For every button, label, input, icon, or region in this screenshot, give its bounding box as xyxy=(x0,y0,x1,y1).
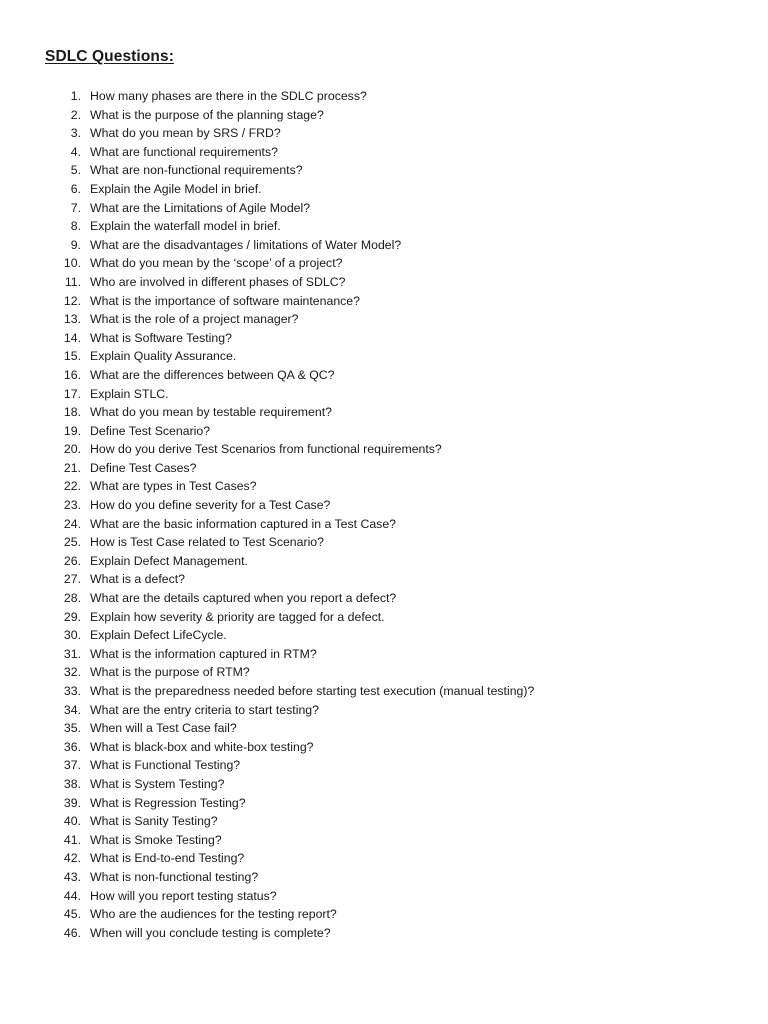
question-item xyxy=(0,496,768,515)
question-text: What is Regression Testing? xyxy=(90,795,246,810)
question-text: Who are the audiences for the testing report? xyxy=(90,907,337,922)
question-item xyxy=(0,589,768,608)
question-item xyxy=(0,533,768,552)
question-item xyxy=(0,106,768,125)
question-text: What is Sanity Testing? xyxy=(90,814,218,829)
question-text: What are types in Test Cases? xyxy=(90,479,257,494)
question-text: When will a Test Case fail? xyxy=(90,721,237,736)
question-item xyxy=(0,756,768,775)
question-text: How will you report testing status? xyxy=(90,888,277,903)
question-item xyxy=(0,292,768,311)
question-number: 2. xyxy=(70,107,81,122)
question-item xyxy=(0,794,768,813)
question-text: What is Smoke Testing? xyxy=(90,832,222,847)
question-number: 35. xyxy=(63,721,81,736)
question-text: What is Software Testing? xyxy=(90,330,232,345)
question-number: 23. xyxy=(63,498,81,513)
question-item xyxy=(0,477,768,496)
question-item xyxy=(0,87,768,106)
question-text: What is the purpose of the planning stage? xyxy=(90,107,324,122)
question-text: How many phases are there in the SDLC process? xyxy=(90,89,367,103)
question-number: 19. xyxy=(63,423,81,438)
question-item xyxy=(0,161,768,180)
question-text: Explain Defect Management. xyxy=(90,553,248,568)
question-text: What is non-functional testing? xyxy=(90,869,259,884)
question-number: 11. xyxy=(64,274,81,289)
question-text: When will you conclude testing is complete? xyxy=(90,925,331,940)
question-text: What are the Limitations of Agile Model? xyxy=(90,200,311,215)
question-text: What are the details captured when you report a defect? xyxy=(90,591,397,606)
question-number: 6. xyxy=(70,181,81,196)
question-item xyxy=(0,570,768,589)
question-text: What is the importance of software maintenance? xyxy=(90,293,360,308)
question-text: What is the role of a project manager? xyxy=(90,312,299,327)
question-number: 9. xyxy=(70,237,81,252)
question-text: Define Test Cases? xyxy=(90,460,197,475)
question-text: What are the disadvantages / limitations of Water Model? xyxy=(90,237,402,252)
question-number: 27. xyxy=(63,572,81,587)
question-item xyxy=(0,385,768,404)
question-number: 18. xyxy=(63,405,81,420)
question-number: 20. xyxy=(63,442,81,457)
question-item xyxy=(0,552,768,571)
question-number: 17. xyxy=(63,386,81,401)
question-item xyxy=(0,124,768,143)
question-item xyxy=(0,645,768,664)
question-text: What do you mean by testable requirement? xyxy=(90,405,332,420)
question-number: 5. xyxy=(70,163,81,178)
question-text: Who are involved in different phases of SDLC? xyxy=(90,274,346,289)
question-item xyxy=(0,440,768,459)
question-item xyxy=(0,719,768,738)
question-item xyxy=(0,329,768,348)
question-number: 10. xyxy=(63,256,81,271)
question-text: What is the purpose of RTM? xyxy=(90,665,250,680)
question-list xyxy=(0,87,768,942)
question-item xyxy=(0,254,768,273)
question-item xyxy=(0,868,768,887)
question-number: 46. xyxy=(63,925,81,940)
question-item xyxy=(0,422,768,441)
question-text: How is Test Case related to Test Scenario? xyxy=(90,535,324,550)
question-text: Explain the waterfall model in brief. xyxy=(90,219,281,234)
question-number: 26. xyxy=(63,553,81,568)
question-item xyxy=(0,738,768,757)
question-item xyxy=(0,682,768,701)
question-text: Define Test Scenario? xyxy=(90,423,211,438)
question-item xyxy=(0,515,768,534)
question-item xyxy=(0,273,768,292)
question-item xyxy=(0,347,768,366)
question-number: 44. xyxy=(63,888,81,903)
question-item xyxy=(0,366,768,385)
question-number: 4. xyxy=(70,144,81,159)
question-item xyxy=(0,180,768,199)
question-number: 16. xyxy=(63,367,81,382)
question-text: Explain Defect LifeCycle. xyxy=(90,628,227,643)
question-text: What are the entry criteria to start testing? xyxy=(90,702,319,717)
question-text: What is the information captured in RTM? xyxy=(90,646,317,661)
question-text: What is the preparedness needed before starting test execution (manual testing)? xyxy=(90,684,535,698)
question-item xyxy=(0,849,768,868)
question-number: 34. xyxy=(63,702,81,717)
question-item xyxy=(0,310,768,329)
question-item xyxy=(0,812,768,831)
question-item xyxy=(0,663,768,682)
question-text: What are non-functional requirements? xyxy=(90,163,303,178)
question-number: 14. xyxy=(63,330,81,345)
question-text: What do you mean by SRS / FRD? xyxy=(90,126,281,141)
question-item xyxy=(0,236,768,255)
question-number: 15. xyxy=(63,349,81,364)
question-item xyxy=(0,626,768,645)
question-item xyxy=(0,924,768,943)
question-text: What is System Testing? xyxy=(90,776,225,791)
question-number: 33. xyxy=(63,684,81,698)
question-item xyxy=(0,217,768,236)
question-number: 32. xyxy=(63,665,81,680)
question-item xyxy=(0,905,768,924)
question-text: Explain STLC. xyxy=(90,386,169,401)
question-number: 29. xyxy=(63,609,81,624)
question-item xyxy=(0,403,768,422)
question-number: 40. xyxy=(63,814,81,829)
question-text: What is black-box and white-box testing? xyxy=(90,739,314,754)
question-number: 7. xyxy=(70,200,81,215)
question-number: 25. xyxy=(63,535,81,550)
question-number: 45. xyxy=(63,907,81,922)
question-text: What is Functional Testing? xyxy=(90,758,241,773)
question-number: 1. xyxy=(70,89,81,103)
question-text: What are the differences between QA & QC? xyxy=(90,367,335,382)
question-item xyxy=(0,199,768,218)
question-number: 36. xyxy=(63,739,81,754)
question-text: What are the basic information captured in a Test Case? xyxy=(90,516,396,531)
question-item xyxy=(0,831,768,850)
question-number: 39. xyxy=(63,795,81,810)
question-item xyxy=(0,459,768,478)
question-item xyxy=(0,775,768,794)
question-item xyxy=(0,887,768,906)
question-text: Explain the Agile Model in brief. xyxy=(90,181,262,196)
document-title: SDLC Questions: xyxy=(45,48,174,65)
question-number: 41. xyxy=(63,832,81,847)
question-number: 31. xyxy=(63,646,81,661)
question-item xyxy=(0,701,768,720)
question-text: Explain Quality Assurance. xyxy=(90,349,237,364)
question-number: 3. xyxy=(70,126,81,141)
question-text: What is End-to-end Testing? xyxy=(90,851,245,866)
question-number: 24. xyxy=(63,516,81,531)
question-number: 30. xyxy=(63,628,81,643)
question-number: 22. xyxy=(63,479,81,494)
question-text: How do you derive Test Scenarios from functional requirements? xyxy=(90,442,442,457)
question-number: 28. xyxy=(63,591,81,606)
question-number: 37. xyxy=(63,758,81,773)
question-number: 13. xyxy=(63,312,81,327)
question-text: What are functional requirements? xyxy=(90,144,278,159)
question-text: How do you define severity for a Test Case? xyxy=(90,498,331,513)
question-number: 8. xyxy=(70,219,81,234)
question-text: What is a defect? xyxy=(90,572,186,587)
question-number: 21. xyxy=(63,460,81,475)
question-number: 42. xyxy=(63,851,81,866)
question-item xyxy=(0,143,768,162)
question-text: What do you mean by the ‘scope’ of a project? xyxy=(90,256,343,271)
question-number: 43. xyxy=(63,869,81,884)
question-number: 12. xyxy=(63,293,81,308)
question-item xyxy=(0,608,768,627)
question-text: Explain how severity & priority are tagged for a defect. xyxy=(90,609,385,624)
question-number: 38. xyxy=(63,776,81,791)
